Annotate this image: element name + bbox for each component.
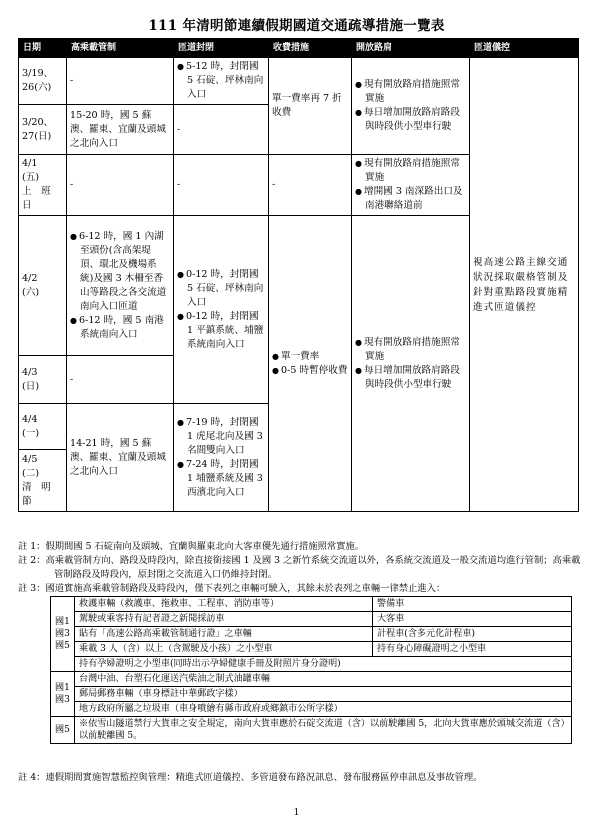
ramp-item: ● 7-19 時，封閉國 1 虎尾北向及國 3 名間雙向入口 [177,416,265,458]
ramp-item: ● 5-12 時，封閉國 5 石碇、坪林南向入口 [177,60,265,102]
hov-cell: 15-20 時，國 5 蘇澳、羅東、宜蘭及頭城之北向入口 [67,105,174,155]
vehicle-cell: 郵局郵務車輛（車身標註中華郵政字樣） [75,687,572,702]
header-toll: 收費措施 [269,39,352,58]
table-row [19,58,579,105]
vehicle-cell: 計程車(含多元化計程車) [373,627,572,642]
hov-cell: 14-21 時，國 5 蘇澳、羅東、宜蘭及頭城之北向入口 [67,404,174,512]
date-cell: 4/3 (日) [19,356,67,404]
vehicle-cell: 貼有「高速公路高乘載管制通行證」之車輛 [75,627,373,642]
hov-item: ● 6-12 時，國 5 南港系統南向入口 [70,314,170,342]
note-4: 註 4：連假期間實施智慧監控與管理：精進式匝道儀控、多管道發布路況訊息、發布服務區停車訊息及事故管理。 [18,772,483,783]
ramp-item: ● 7-24 時，封閉國 1 埔鹽系統及國 3 西濱北向入口 [177,458,265,500]
toll-item: ● 0-5 時暫停收費 [272,364,348,378]
date-cell: 3/19、26(六) [19,58,67,105]
highway-group-label: 國1 國3 [51,672,75,717]
ramp-metering-cell: 視高速公路主線交通狀況採取嚴格管制及針對重點路段實施精進式匝道儀控 [470,58,579,512]
vehicle-cell: 乘載 3 人（含）以上（含駕駛及小孩）之小型車 [75,642,373,657]
hov-cell [67,216,174,356]
ramp-item: ● 0-12 時，封閉國 5 石碇、坪林南向入口 [177,268,265,310]
toll-cell [269,216,352,512]
allowed-vehicles-table [50,596,572,744]
vehicle-cell: 台灣中油、台塑石化運送汽柴油之制式油罐車輛 [75,672,572,687]
vehicle-cell: 持有身心障礙證明之小型車 [373,642,572,657]
vehicle-cell: 地方政府所屬之垃圾車（車身噴繪有縣市政府或鄉鎮市公所字樣） [75,702,572,717]
shoulder-item: ● 增開國 3 南深路出口及南港聯絡道前 [355,185,466,213]
toll-cell: - [269,155,352,216]
date-cell: 3/20、27(日) [19,105,67,155]
hov-cell: - [67,58,174,105]
table-header-row [19,39,579,58]
table-row [51,672,572,687]
header-ramp-metering: 匝道儀控 [470,39,579,58]
table-row [51,687,572,702]
measures-table [18,38,579,512]
notes-section [18,540,582,596]
vehicle-cell: 持有孕婦證明之小型車(同時出示孕婦健康手冊及附照片身分證明) [75,657,572,672]
table-row [51,702,572,717]
highway-group-label: 國5 [51,717,75,744]
hov-cell: - [67,155,174,216]
vehicle-cell: 大客車 [373,612,572,627]
date-cell: 4/4 (一) [19,404,67,450]
ramp-item: ● 0-12 時，封閉國 1 平鎮系統、埔鹽系統南向入口 [177,310,265,352]
header-shoulder: 開放路肩 [352,39,470,58]
vehicle-cell: 駕駛或乘客持有記者證之新聞採訪車 [75,612,373,627]
hov-cell: - [67,356,174,404]
header-hov: 高乘載管制 [67,39,174,58]
date-cell: 4/2 (六) [19,216,67,356]
shoulder-cell [352,58,470,155]
table-row [51,717,572,744]
highway-group-label: 國1 國3 國5 [51,597,75,672]
table-row [51,642,572,657]
shoulder-item: ● 每日增加開放路肩路段與時段供小型車行駛 [355,364,466,392]
shoulder-item: ● 現有開放路肩措施照常實施 [355,336,466,364]
ramp-cell [174,216,269,404]
vehicle-cell: ※依雪山隧道禁行大貨車之安全規定，南向大貨車應於石碇交流道（含）以前駛離國 5，北向大貨車應於頭城交流道（含）以前駛離國 5。 [75,717,572,744]
table-row [51,627,572,642]
header-date: 日期 [19,39,67,58]
date-cell: 4/5 (二) 清 明 節 [19,450,67,512]
note-1: 註 1：假期間國 5 石碇南向及頭城、宜蘭與羅東北向大客車優先通行措施照常實施。 [18,541,365,552]
ramp-cell: - [174,155,269,216]
note-2: 註 2：高乘載管制方向、路段及時段內，除直接銜接國 1 及國 3 之新竹系統交流道以外，各系統交流道及一般交流道均進行管制；高乘載管制路段及時段內，原封閉之交流道入口仍維持封閉。 [18,555,581,580]
ramp-cell: - [174,105,269,155]
shoulder-item: ● 現有開放路肩措施照常實施 [355,78,466,106]
ramp-cell [174,58,269,105]
shoulder-cell [352,155,470,216]
toll-item: ● 單一費率 [272,350,348,364]
shoulder-cell [352,216,470,512]
table-row [51,657,572,672]
shoulder-item: ● 現有開放路肩措施照常實施 [355,157,466,185]
page-title: 111 年清明節連續假期國道交通疏導措施一覽表 [148,18,445,34]
vehicle-cell: 警備車 [373,597,572,612]
date-cell: 4/1 (五) 上 班 日 [19,155,67,216]
hov-item: ● 6-12 時，國 1 內湖至頭份(含高架堤頂、環北及機場系統)及國 3 木柵至香山等路段之各交流道南向入口匝道 [70,230,170,314]
shoulder-item: ● 每日增加開放路肩路段與時段供小型車行駛 [355,106,466,134]
vehicle-cell: 救護車輛（救護車、拖救車、工程車、消防車等） [75,597,373,612]
table-row [51,597,572,612]
table-row [51,612,572,627]
ramp-cell [174,404,269,512]
toll-cell: 單一費率再 7 折收費 [269,58,352,155]
page-number: 1 [293,808,300,818]
note-3: 註 3：國道實施高乘載管制路段及時段內，僅下表列之車輛可駛入，其餘未於表列之車輛一律禁止進入： [18,583,446,594]
header-ramp-closure: 匝道封閉 [174,39,269,58]
